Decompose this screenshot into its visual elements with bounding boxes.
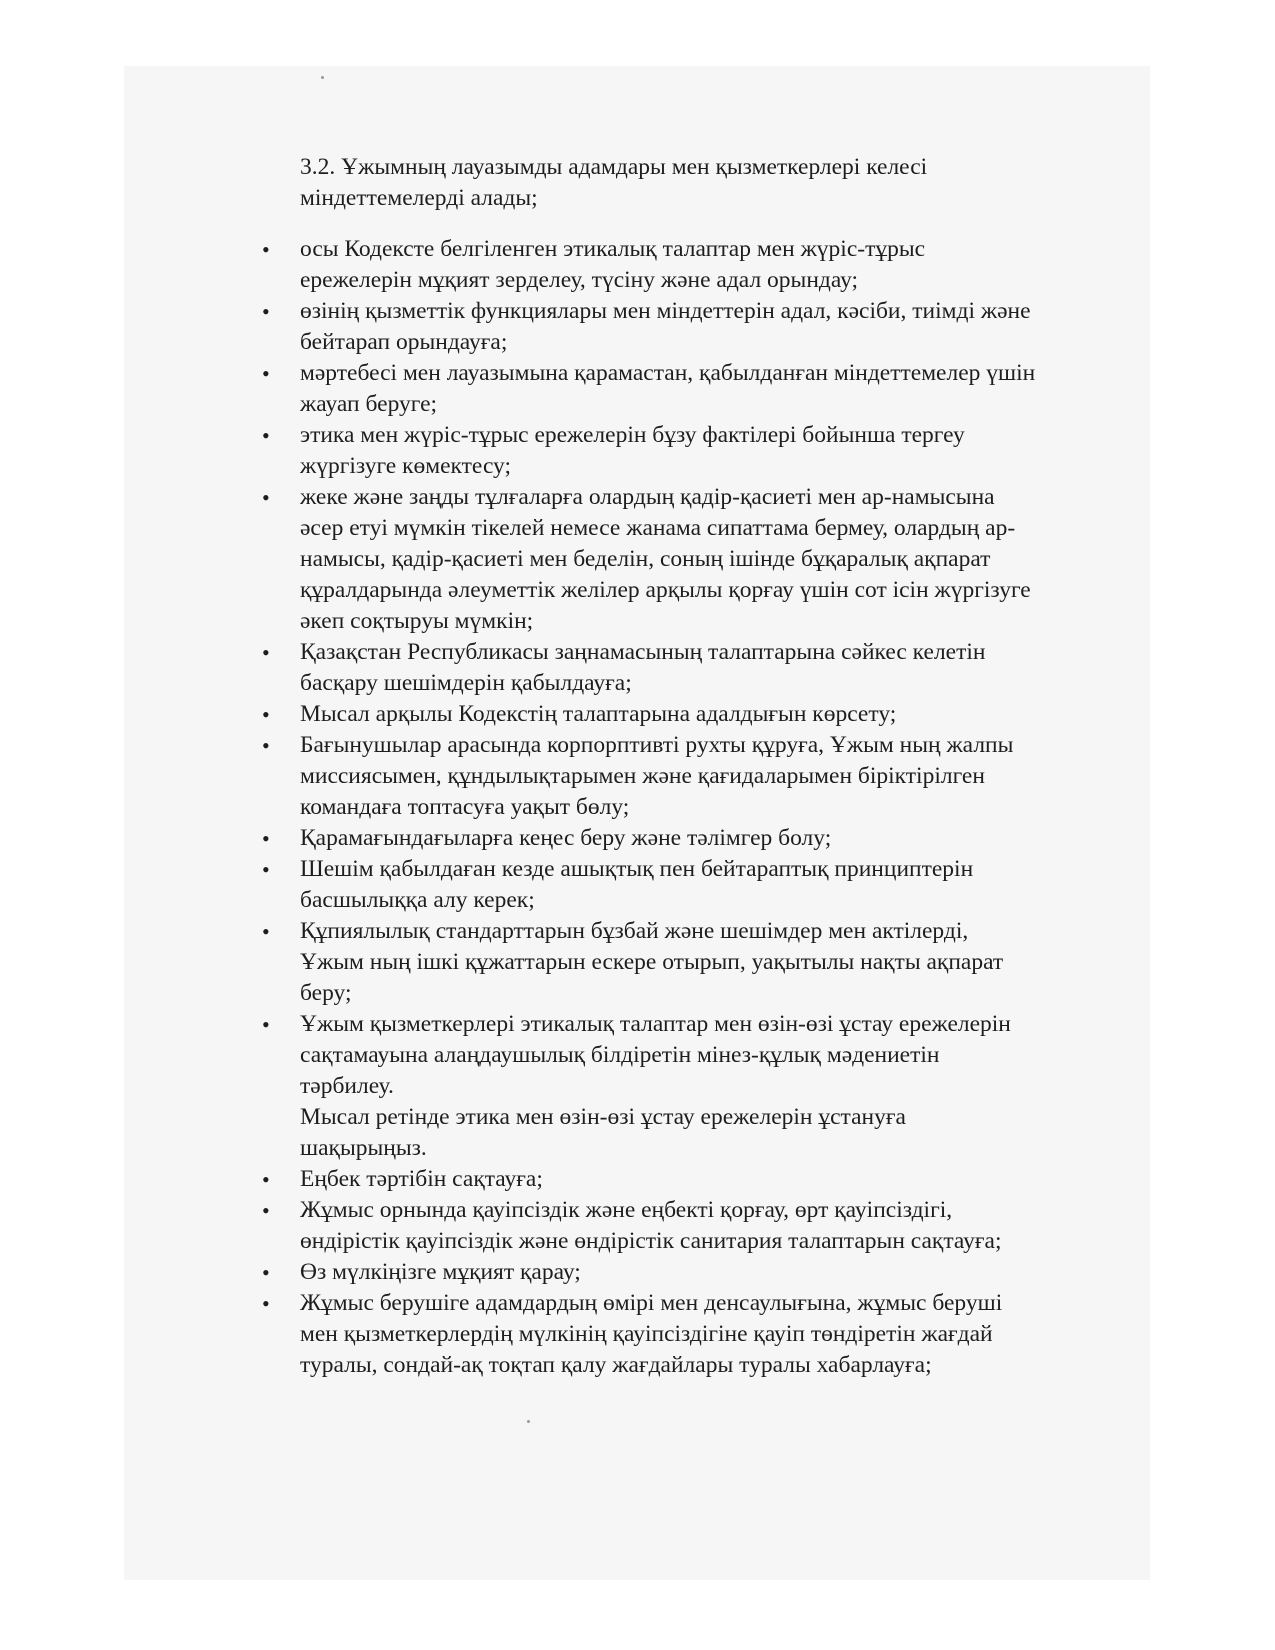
item-line: миссиясымен, құндылықтарымен және қағидаларымен біріктірілген <box>300 763 985 789</box>
item-line: мен қызметкерлердің мүлкінің қауіпсіздігіне қауіп төндіретін жағдай <box>300 1321 993 1347</box>
item-line: беру; <box>300 980 352 1006</box>
item-line: ережелерін мұқият зерделеу, түсіну және адал орындау; <box>300 267 859 293</box>
list-item <box>262 1009 1062 1164</box>
bullet-icon: • <box>262 826 270 851</box>
list-item <box>262 358 1062 420</box>
item-line: құралдарында әлеуметтік желілер арқылы қорғау үшін сот ісін жүргізуге <box>300 577 1031 603</box>
item-line: Қарамағындағыларға кеңес беру және тәлімгер болу; <box>300 825 832 851</box>
list-item <box>262 854 1062 916</box>
item-line: мәртебесі мен лауазымына қарамастан, қабылданған міндеттемелер үшін <box>300 360 1036 386</box>
item-line: басқару шешімдерін қабылдауға; <box>300 670 632 696</box>
bullet-icon: • <box>262 299 270 324</box>
section-heading <box>300 152 1020 214</box>
list-item <box>262 296 1062 358</box>
item-continuation-line: шақырыңыз. <box>300 1135 427 1161</box>
bullet-icon: • <box>262 237 270 262</box>
item-line: жауап беруге; <box>300 391 438 417</box>
item-line: осы Кодексте белгіленген этикалық талаптар мен жүріс-тұрыс <box>300 236 926 262</box>
list-item <box>262 482 1062 637</box>
bullet-icon: • <box>262 1012 270 1037</box>
item-line: басшылыққа алу керек; <box>300 887 535 913</box>
list-item <box>262 730 1062 823</box>
item-continuation-line: Мысал ретінде этика мен өзін-өзі ұстау ережелерін ұстануға <box>300 1104 906 1130</box>
item-line: командаға топтасуға уақыт бөлу; <box>300 794 630 820</box>
bullet-icon: • <box>262 857 270 882</box>
list-item <box>262 699 1062 730</box>
item-line: Жұмыс орнында қауіпсіздік және еңбекті қорғау, өрт қауіпсіздігі, <box>300 1197 953 1223</box>
item-line: әкеп соқтыруы мүмкін; <box>300 608 534 634</box>
item-line: этика мен жүріс-тұрыс ережелерін бұзу фактілері бойынша тергеу <box>300 422 965 448</box>
scan-speck <box>527 1420 530 1423</box>
list-item <box>262 1195 1062 1257</box>
item-line: Еңбек тәртібін сақтауға; <box>300 1166 543 1192</box>
item-line: жүргізуге көмектесу; <box>300 453 512 479</box>
bullet-icon: • <box>262 1291 270 1316</box>
item-line: Өз мүлкіңізге мұқият қарау; <box>300 1259 581 1285</box>
item-line: бейтарап орындауға; <box>300 329 508 355</box>
bullet-icon: • <box>262 919 270 944</box>
list-item <box>262 1288 1062 1381</box>
obligations-list <box>262 234 1062 1381</box>
bullet-icon: • <box>262 361 270 386</box>
list-item <box>262 420 1062 482</box>
item-line: әсер етуі мүмкін тікелей немесе жанама сипаттама бермеу, олардың ар- <box>300 515 1016 541</box>
heading-line: 3.2. Ұжымның лауазымды адамдары мен қызметкерлері келесі <box>300 154 928 180</box>
bullet-icon: • <box>262 1260 270 1285</box>
item-line: өзінің қызметтік функциялары мен міндеттерін адал, кәсіби, тиімді және <box>300 298 1031 324</box>
bullet-icon: • <box>262 640 270 665</box>
document-body <box>262 152 1062 1381</box>
item-line: намысы, қадір-қасиеті мен беделін, соның ішінде бұқаралық ақпарат <box>300 546 991 572</box>
list-item <box>262 1257 1062 1288</box>
item-line: сақтамауына алаңдаушылық білдіретін мінез-құлық мәдениетін <box>300 1042 940 1068</box>
bullet-icon: • <box>262 1167 270 1192</box>
list-item <box>262 916 1062 1009</box>
list-item <box>262 637 1062 699</box>
item-line: туралы, сондай-ақ тоқтап қалу жағдайлары туралы хабарлауға; <box>300 1352 932 1378</box>
item-line: Мысал арқылы Кодекстің талаптарына адалдығын көрсету; <box>300 701 897 727</box>
item-line: Құпиялылық стандарттарын бұзбай және шешімдер мен актілерді, <box>300 918 969 944</box>
list-item <box>262 234 1062 296</box>
item-line: жеке және заңды тұлғаларға олардың қадір-қасиеті мен ар-намысына <box>300 484 995 510</box>
item-line: Шешім қабылдаған кезде ашықтық пен бейтараптық принциптерін <box>300 856 974 882</box>
item-line: өндірістік қауіпсіздік және өндірістік санитария талаптарын сақтауға; <box>300 1228 1002 1254</box>
bullet-icon: • <box>262 423 270 448</box>
list-item <box>262 823 1062 854</box>
bullet-icon: • <box>262 702 270 727</box>
item-line: тәрбилеу. <box>300 1073 394 1099</box>
bullet-icon: • <box>262 1198 270 1223</box>
bullet-icon: • <box>262 733 270 758</box>
item-line: Ұжым ның ішкі құжаттарын ескере отырып, уақытылы нақты ақпарат <box>300 949 1004 975</box>
heading-line: міндеттемелерді алады; <box>300 185 538 211</box>
item-line: Жұмыс берушіге адамдардың өмірі мен денсаулығына, жұмыс беруші <box>300 1290 1003 1316</box>
item-line: Бағынушылар арасында корпорптивті рухты құруға, Ұжым ның жалпы <box>300 732 1014 758</box>
item-line: Қазақстан Республикасы заңнамасының талаптарына сәйкес келетін <box>300 639 986 665</box>
item-line: Ұжым қызметкерлері этикалық талаптар мен өзін-өзі ұстау ережелерін <box>300 1011 1011 1037</box>
list-item <box>262 1164 1062 1195</box>
bullet-icon: • <box>262 485 270 510</box>
scan-speck <box>321 76 324 79</box>
